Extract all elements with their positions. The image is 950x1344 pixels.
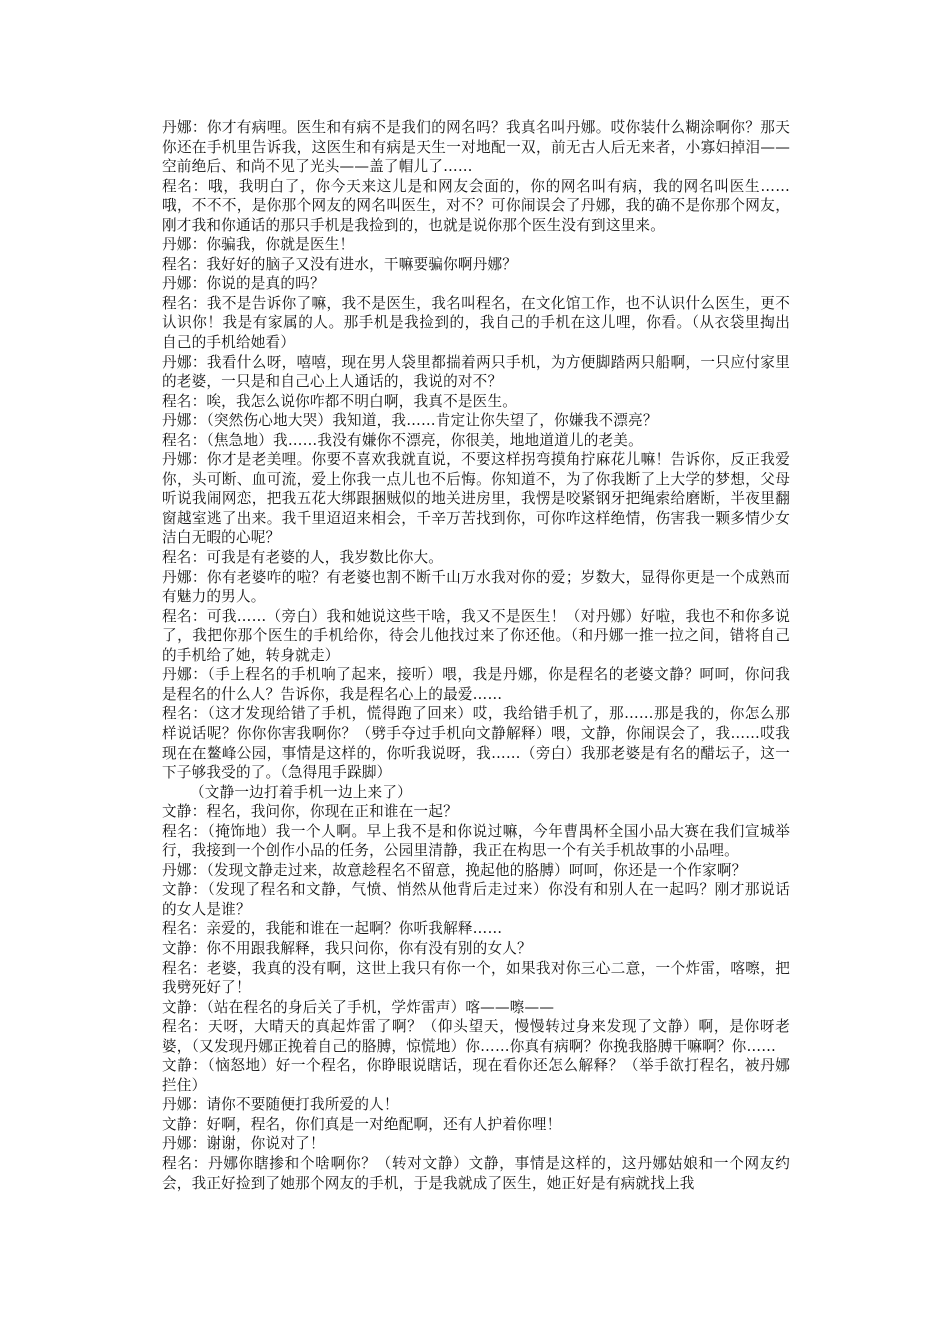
- paragraph: 丹娜：（手上程名的手机响了起来，接听）喂，我是丹娜，你是程名的老婆文静？呵呵，你问我是程名的什么人？告诉你，我是程名心上的最爱……: [162, 666, 790, 703]
- paragraph: 丹娜：请你不要随便打我所爱的人！: [162, 1096, 399, 1114]
- paragraph: 程名：丹娜你瞎掺和个啥啊你？（转对文静）文静，事情是这样的，这丹娜姑娘和一个网友约会，我正好捡到了她那个网友的手机，于是我就成了医生，她正好是有病就找上我: [162, 1154, 790, 1192]
- paragraph: 丹娜：你骗我，你就是医生！: [162, 236, 355, 254]
- paragraph: 丹娜：你说的是真的吗？: [162, 275, 325, 293]
- paragraph: 程名：天呀，大晴天的真起炸雷了啊？（仰头望天，慢慢转过身来发现了文静）啊，是你呀老婆，（又发现丹娜正挽着自己的胳膊，惊慌地）你……你真有病啊？你挽我胳膊干嘛啊？你……: [162, 1018, 790, 1055]
- paragraph: 程名：老婆，我真的没有啊，这世上我只有你一个，如果我对你三心二意，一个炸雷，喀嚓，把我劈死好了！: [162, 959, 790, 997]
- paragraph: 程名：我好好的脑子又没有进水，干嘛要骗你啊丹娜？: [162, 255, 518, 273]
- paragraph: 程名：（掩饰地）我一个人啊。早上我不是和你说过嘛，今年曹禺杯全国小品大赛在我们宣城举行，我接到一个创作小品的任务，公园里清静，我正在构思一个有关手机故事的小品哩。: [162, 822, 790, 860]
- paragraph: 丹娜：（发现文静走过来，故意趁程名不留意，挽起他的胳膊）呵呵，你还是一个作家啊？: [162, 861, 747, 879]
- paragraph: 程名：唉，我怎么说你咋都不明白啊，我真不是医生。: [162, 392, 518, 410]
- paragraph: 程名：（焦急地）我……我没有嫌你不漂亮，你很美，地地道道儿的老美。: [162, 431, 643, 449]
- paragraph: 文静：（恼怒地）好一个程名，你睁眼说瞎话，现在看你还怎么解释？（举手欲打程名，被丹娜拦住）: [162, 1057, 790, 1094]
- paragraph: 程名：哦，我明白了，你今天来这儿是和网友会面的，你的网名叫有病，我的网名叫医生……哦，不不不，是你那个网友的网名叫医生，对不？可你闹误会了丹娜，我的确不是你那个网友，刚才我和你通话的那只手机是我捡到的，也就是说你那个医生没有到这里来。: [162, 177, 790, 234]
- script-page: [162, 118, 790, 1193]
- paragraph: 文静：好啊，程名，你们真是一对绝配啊，还有人护着你哩！: [162, 1115, 562, 1133]
- paragraph: 程名：（这才发现给错了手机，慌得跑了回来）哎，我给错手机了，那……那是我的，你怎么那样说话呢？你你你害我啊你？（劈手夺过手机向文静解释）喂，文静，你闹误会了，我……哎我现在在鳌峰公园，事情是这样的，你听我说呀，我……（旁白）我那老婆是有名的醋坛子，这一下子够我受的了。（急得甩手跺脚）: [162, 705, 790, 782]
- paragraph: 文静：（发现了程名和文静，气愤、悄然从他背后走过来）你没有和别人在一起吗？刚才那说话的女人是谁？: [162, 881, 790, 918]
- paragraph: 文静：（站在程名的身后关了手机，学炸雷声）喀——嚓——: [162, 998, 555, 1016]
- paragraph: 程名：我不是告诉你了嘛，我不是医生，我名叫程名，在文化馆工作，也不认识什么医生，更不认识你！我是有家属的人。那手机是我捡到的，我自己的手机在这儿哩，你看。（从衣袋里掏出自己的手机给她看）: [162, 294, 790, 352]
- paragraph: 程名：亲爱的，我能和谁在一起啊？你听我解释……: [162, 920, 503, 938]
- paragraph: 丹娜：你才有病哩。医生和有病不是我们的网名吗？我真名叫丹娜。哎你装什么糊涂啊你？那天你还在手机里告诉我，这医生和有病是天生一对地配一双，前无古人后无来者，小寡妇掉泪——空前绝后、和尚不见了光头——盖了帽儿了……: [162, 119, 790, 176]
- paragraph: 丹娜：（突然伤心地大哭）我知道，我……肯定让你失望了，你嫌我不漂亮？: [162, 412, 658, 430]
- paragraph: 程名：可我是有老婆的人，我岁数比你大。: [162, 549, 444, 567]
- stage-direction: （文静一边打着手机一边上来了）: [190, 783, 412, 801]
- paragraph: 丹娜：你有老婆咋的啦？有老婆也割不断千山万水我对你的爱；岁数大，显得你更是一个成熟而有魅力的男人。: [162, 568, 790, 606]
- paragraph: 丹娜：谢谢，你说对了！: [162, 1135, 325, 1153]
- paragraph: 丹娜：你才是老美哩。你要不喜欢我就直说，不要这样拐弯摸角拧麻花儿嘛！告诉你，反正我爱你，头可断、血可流，爱上你我一点儿也不后悔。你知道不，为了你我断了上大学的梦想，父母听说我闹网恋，把我五花大绑跟捆贼似的地关进房里，我愣是咬紧钢牙把绳索给磨断，半夜里翻窗越室逃了出来。我千里迢迢来相会，千辛万苦找到你，可你咋这样绝情，伤害我一颗多情少女洁白无暇的心呢？: [162, 451, 790, 547]
- paragraph: 文静：程名，我问你，你现在正和谁在一起？: [162, 803, 458, 821]
- paragraph: 程名：可我……（旁白）我和她说这些干啥，我又不是医生！（对丹娜）好啦，我也不和你多说了，我把你那个医生的手机给你，待会儿他找过来了你还他。（和丹娜一推一拉之间，错将自己的手机给了她，转身就走）: [162, 607, 790, 664]
- paragraph: 文静：你不用跟我解释，我只问你，你有没有别的女人？: [162, 939, 532, 957]
- paragraph: 丹娜：我看什么呀，嘻嘻，现在男人袋里都揣着两只手机，为方便脚踏两只船啊，一只应付家里的老婆，一只是和自己心上人通话的，我说的对不？: [162, 353, 790, 391]
